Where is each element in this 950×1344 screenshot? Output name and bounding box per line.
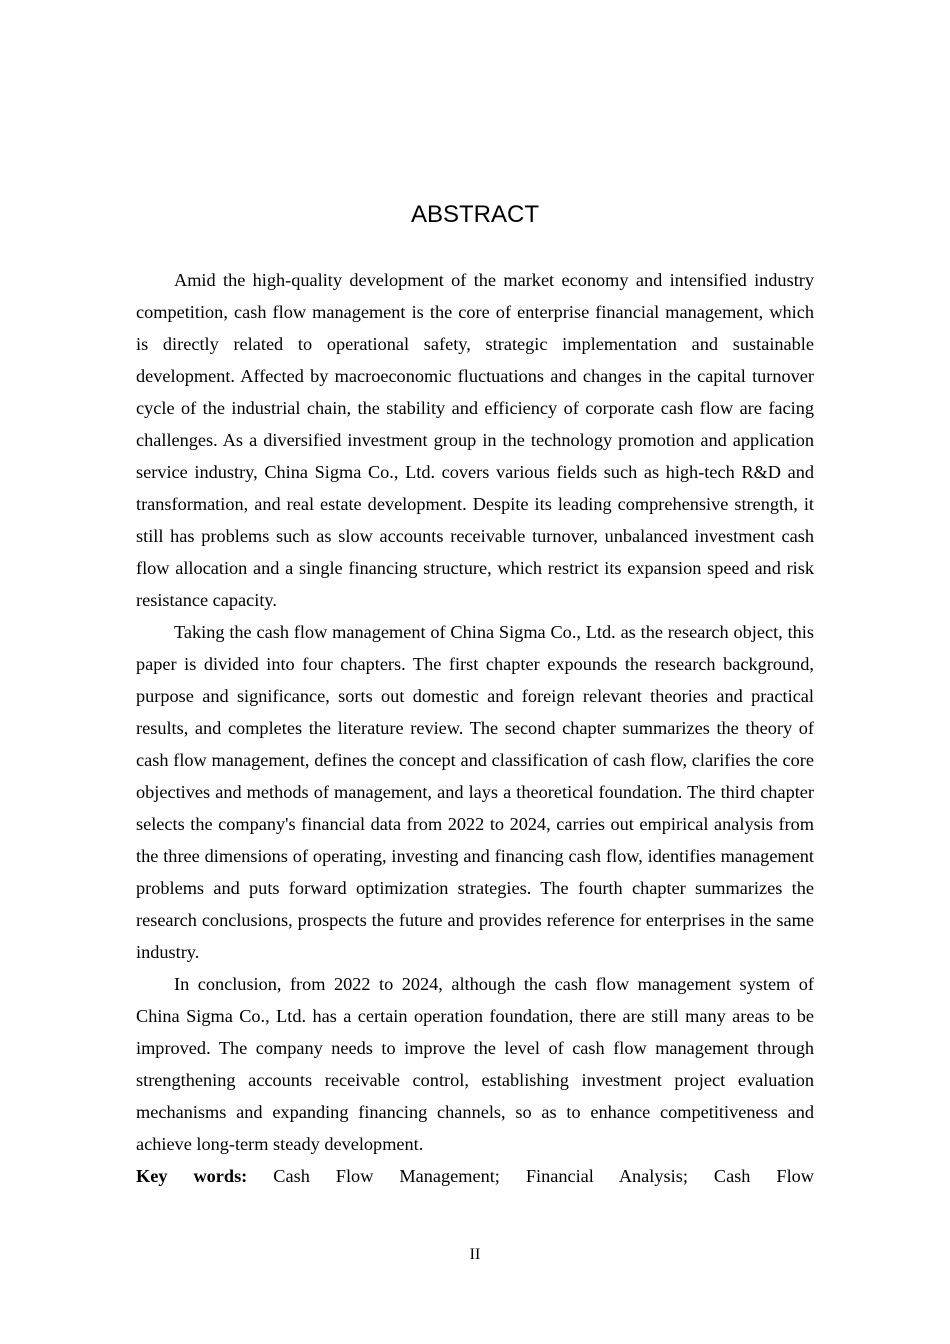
abstract-paragraph-1: Amid the high-quality development of the market economy and intensified industry competition, cash flow management is the core of enterprise financial management, which is directly related to operational safety, strategic implementation and sustainable development. Affected by macroeconomic fluctuations and changes in the capital turnover cycle of the industrial chain, the stability and efficiency of corporate cash flow are facing challenges. As a diversified investment group in the technology promotion and application service industry, China Sigma Co., Ltd. covers various fields such as high-tech R&D and transformation, and real estate development. Despite its leading comprehensive strength, it still has problems such as slow accounts receivable turnover, unbalanced investment cash flow allocation and a single financing structure, which restrict its expansion speed and risk resistance capacity. — [136, 270, 814, 610]
keywords-text: Cash Flow Management; Financial Analysis; Cash Flow — [273, 1166, 814, 1186]
abstract-paragraph-3: In conclusion, from 2022 to 2024, although the cash flow management system of China Sigma Co., Ltd. has a certain operation foundation, there are still many areas to be improved. The company needs to improve the level of cash flow management through strengthening accounts receivable control, establishing investment project evaluation mechanisms and expanding financing channels, so as to enhance competitiveness and achieve long-term steady development. — [136, 974, 814, 1154]
abstract-paragraph-2: Taking the cash flow management of China Sigma Co., Ltd. as the research object, this paper is divided into four chapters. The first chapter expounds the research background, purpose and significance, sorts out domestic and foreign relevant theories and practical results, and completes the literature review. The second chapter summarizes the theory of cash flow management, defines the concept and classification of cash flow, clarifies the core objectives and methods of management, and lays a theoretical foundation. The third chapter selects the company's financial data from 2022 to 2024, carries out empirical analysis from the three dimensions of operating, investing and financing cash flow, identifies management problems and puts forward optimization strategies. The fourth chapter summarizes the research conclusions, prospects the future and provides reference for enterprises in the same industry. — [136, 622, 814, 962]
keywords-label: Key words: — [136, 1166, 248, 1186]
abstract-title: ABSTRACT — [410, 201, 539, 228]
abstract-body — [136, 264, 814, 1192]
page-number: II — [469, 1246, 481, 1263]
keywords-line — [136, 1160, 814, 1192]
